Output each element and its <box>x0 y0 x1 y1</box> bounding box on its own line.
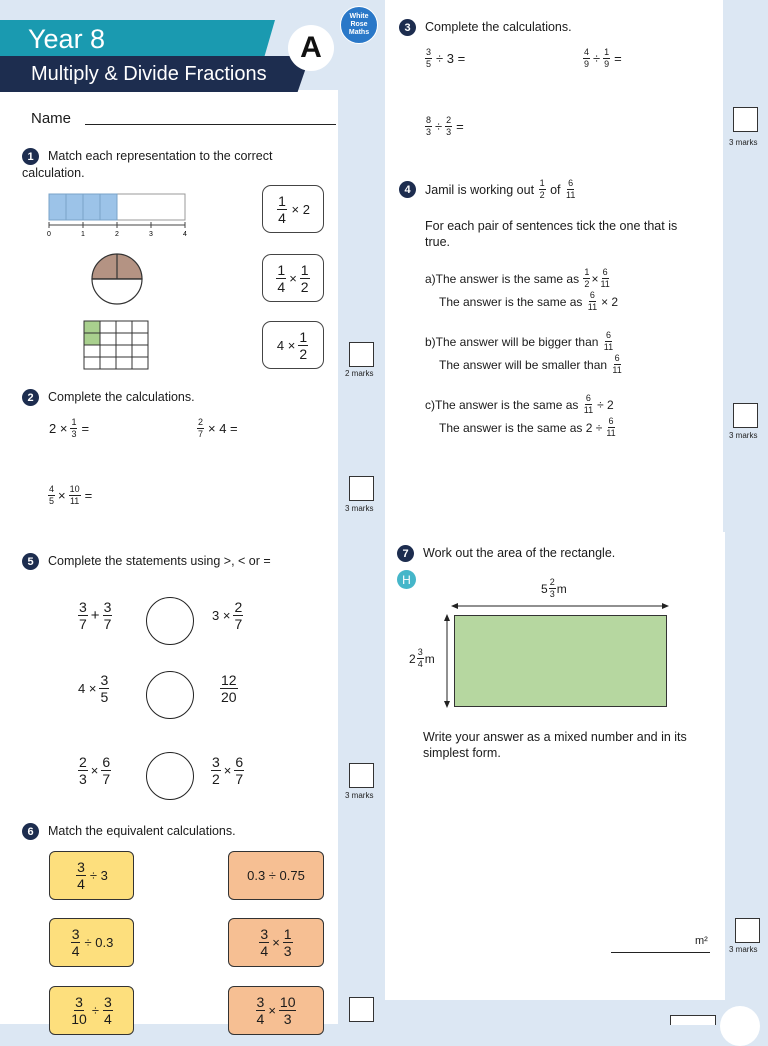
q1-axis-tick-0: 0 <box>47 231 51 238</box>
q4-a-option-2[interactable]: The answer is the same as $\frac{6}{11}$ × 2 <box>439 290 619 312</box>
q3-mark-box[interactable] <box>733 107 758 132</box>
q2-calc-2: $\frac{2}{7}$ × 4 = <box>198 417 238 439</box>
q6-right-card-3[interactable]: $\frac{3}{4}$ × $\frac{10}{3}$ <box>228 986 324 1035</box>
question-number: 1 <box>22 148 39 165</box>
q1-circle-model <box>90 252 144 306</box>
q2-calc-1: 2 × $\frac{1}{3}$ = <box>49 417 90 439</box>
q4-c-option-1[interactable]: c) The answer is the same as $\frac{6}{11}$ ÷ 2 <box>425 393 614 415</box>
q4-mark-box[interactable] <box>733 403 758 428</box>
q6-mark-box[interactable] <box>349 997 374 1022</box>
q1-axis-tick-1: 1 <box>81 231 85 238</box>
q7-mark-box[interactable] <box>735 918 760 943</box>
q5-row2-right: 12 20 <box>221 672 237 705</box>
question-number: 7 <box>397 545 414 562</box>
q5-row3-answer-circle[interactable] <box>146 752 194 800</box>
q6-right-card-2[interactable]: $\frac{3}{4}$ × $\frac{1}{3}$ <box>228 918 324 967</box>
right-panel-top <box>385 0 723 532</box>
q1-axis-tick-4: 4 <box>183 231 187 238</box>
q3-calc-1: $\frac{3}{5}$ ÷ 3 = <box>426 47 466 69</box>
q6-left-card-2[interactable]: $\frac{3}{4}$ ÷ 0.3 <box>49 918 134 967</box>
q1-axis-tick-2: 2 <box>115 231 119 238</box>
q4-a-option-1[interactable]: a) The answer is the same as $\frac{1}{2}$ × $\frac{6}{11}$ <box>425 267 610 289</box>
higher-badge: H <box>397 570 416 589</box>
q2-marks-label: 3 marks <box>345 504 374 513</box>
question-number: 5 <box>22 553 39 570</box>
header-year: Year 8 <box>28 24 106 54</box>
q6-left-card-3[interactable]: $\frac{3}{10}$ ÷ $\frac{3}{4}$ <box>49 986 134 1035</box>
question-number: 2 <box>22 389 39 406</box>
q7-height-label: 2 3 4 m <box>409 647 435 669</box>
next-page-badge <box>720 1006 760 1046</box>
q7-height-arrow <box>441 614 453 708</box>
q5-prompt: 5 Complete the statements using >, < or = <box>22 553 271 570</box>
q7-answer-line[interactable] <box>611 952 710 953</box>
q6-prompt: 6 Match the equivalent calculations. <box>22 823 236 840</box>
header-title: Multiply & Divide Fractions <box>31 63 267 85</box>
q4-b-option-1[interactable]: b) The answer will be bigger than 6 11 <box>425 330 614 352</box>
q3-prompt: 3 Complete the calculations. <box>399 19 572 36</box>
name-label: Name <box>31 110 72 127</box>
question-number: 3 <box>399 19 416 36</box>
q7-prompt: 7 Work out the area of the rectangle. <box>397 545 615 562</box>
q5-marks-label: 3 marks <box>345 791 374 800</box>
q2-mark-box[interactable] <box>349 476 374 501</box>
q5-row2-left: 4 × $\frac{3}{5}$ <box>78 672 109 705</box>
q5-row3-right: $\frac{3}{2}$ × $\frac{6}{7}$ <box>212 754 244 787</box>
q1-prompt: 1 Match each representation to the correct calculation. <box>22 149 273 181</box>
q7-rectangle <box>454 615 667 707</box>
q1-axis-tick-3: 3 <box>149 231 153 238</box>
version-badge <box>288 25 334 71</box>
q4-c-option-2[interactable]: The answer is the same as 2 ÷ $\frac{6}{11}$ <box>439 416 616 438</box>
q5-row1-answer-circle[interactable] <box>146 597 194 645</box>
q6-left-card-1[interactable]: $\frac{3}{4}$ ÷ 3 <box>49 851 134 900</box>
q1-mark-box[interactable] <box>349 342 374 367</box>
q5-row1-right: 3 × $\frac{2}{7}$ <box>212 599 243 632</box>
q7-marks-label: 3 marks <box>729 945 758 954</box>
q4-b-option-2[interactable]: The answer will be smaller than 6 11 <box>439 353 622 375</box>
q3-calc-3: $\frac{8}{3}$ ÷ $\frac{2}{3}$ = <box>426 115 464 137</box>
q1-option-3[interactable]: 4 × $\frac{1}{2}$ <box>262 321 324 369</box>
q3-marks-label: 3 marks <box>729 138 758 147</box>
q4-marks-label: 3 marks <box>729 431 758 440</box>
q1-option-2[interactable]: $\frac{1}{4}$ × $\frac{1}{2}$ <box>262 254 324 302</box>
version-letter: A <box>300 31 322 64</box>
q4-prompt: 4 Jamil is working out 1 2 of 6 11 <box>399 179 577 200</box>
white-rose-logo: White Rose Maths <box>340 6 378 44</box>
q7-answer-unit: m² <box>695 935 708 947</box>
q1-bar-model <box>40 192 192 238</box>
q7-width-arrow <box>451 600 669 612</box>
q6-right-card-1[interactable]: 0.3 ÷ 0.75 <box>228 851 324 900</box>
q1-marks-label: 2 marks <box>345 369 374 378</box>
question-number: 4 <box>399 181 416 198</box>
q7-width-label: 5 2 3 m <box>541 577 567 599</box>
q7-instruction: Write your answer as a mixed number and in its simplest form. <box>423 730 687 760</box>
q1-option-1[interactable]: $\frac{1}{4}$ × 2 <box>262 185 324 233</box>
q2-prompt: 2 Complete the calculations. <box>22 389 195 406</box>
q5-mark-box[interactable] <box>349 763 374 788</box>
q5-row2-answer-circle[interactable] <box>146 671 194 719</box>
q2-calc-3: $\frac{4}{5}$ × $\frac{10}{11}$ = <box>49 484 93 506</box>
q5-row3-left: $\frac{2}{3}$ × $\frac{6}{7}$ <box>79 754 111 787</box>
q4-instruction: For each pair of sentences tick the one that is true. <box>425 219 678 249</box>
q5-row1-left: 3 7 + $\frac{3}{7}$ <box>79 599 112 632</box>
q1-grid-model <box>83 320 150 372</box>
name-line[interactable] <box>85 124 336 125</box>
q3-calc-2: $\frac{4}{9}$ ÷ $\frac{1}{9}$ = <box>584 47 622 69</box>
question-number: 6 <box>22 823 39 840</box>
